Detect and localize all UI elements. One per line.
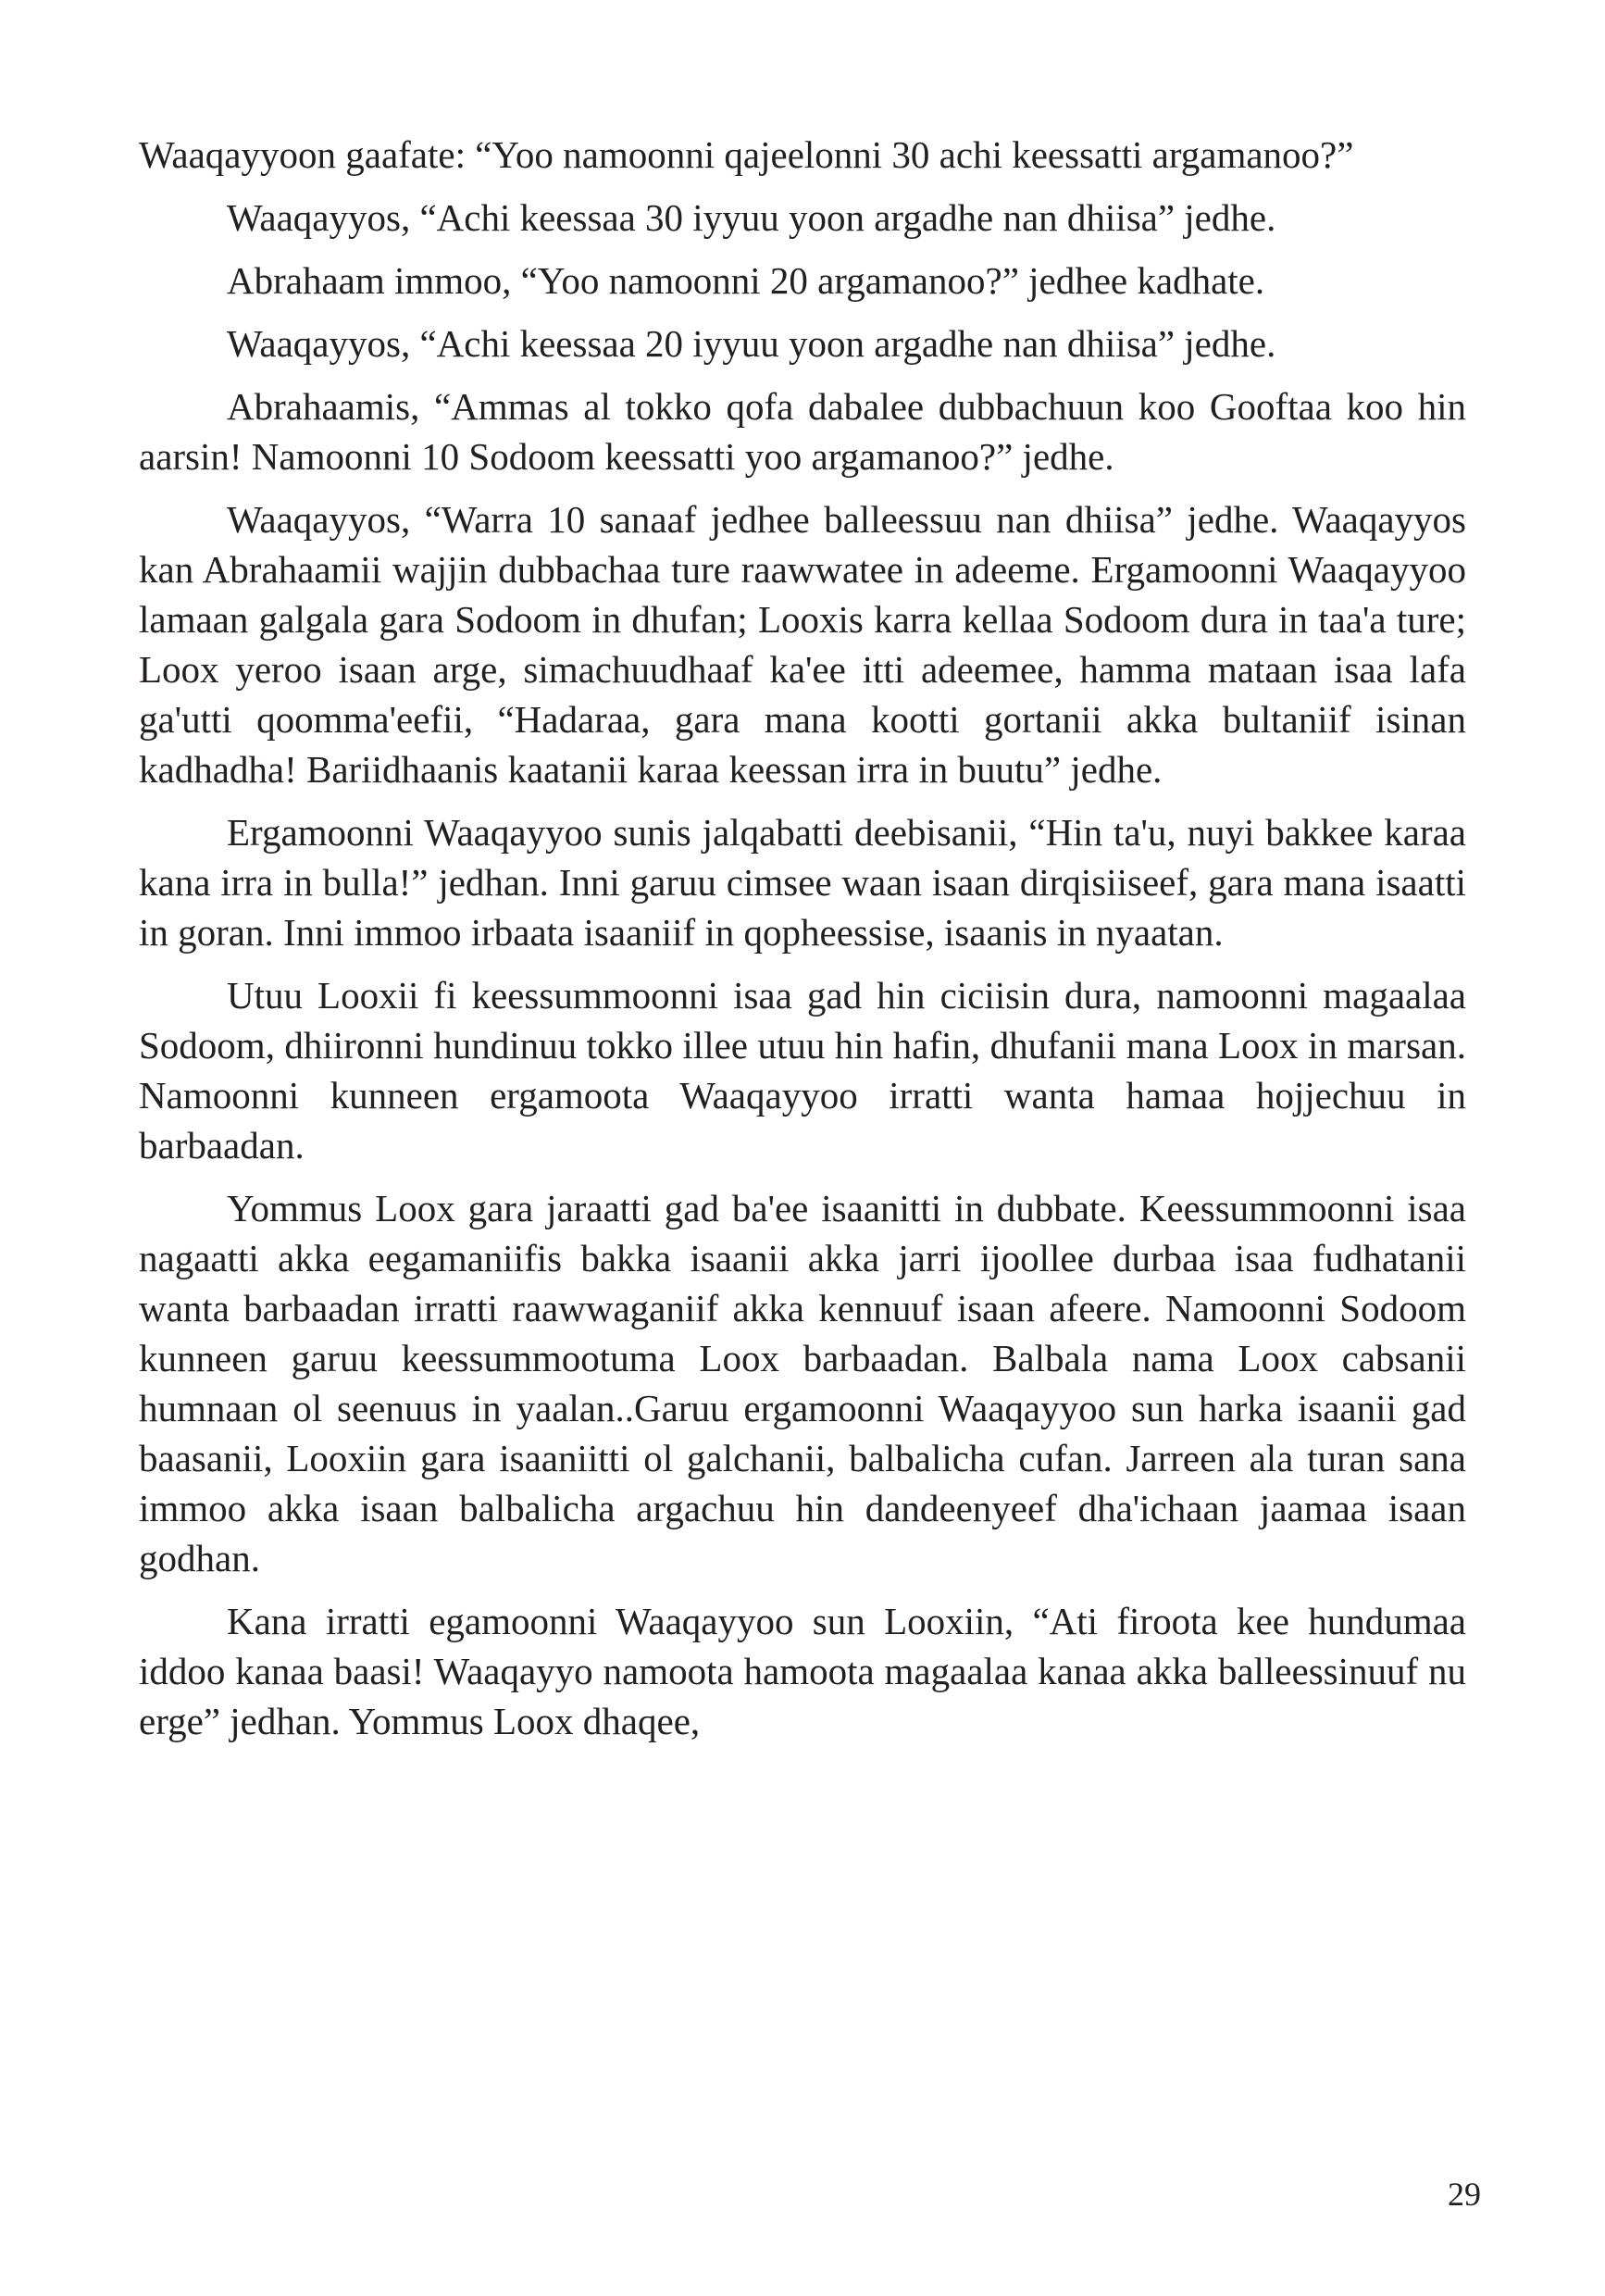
- paragraph-9: Yommus Loox gara jaraatti gad ba'ee isaanitti in dubbate. Keessummoonni isaa nagaatti akka eegamaniifis bakka isaanii akka jarri ijoollee durbaa isaa fudhatanii wanta barbaadan irratti raawwaganiif akka kennuuf isaan afeere. Namoonni Sodoom kunneen garuu keessummootuma Loox barbaadan. Balbala nama Loox cabsanii humnaan ol seenuus in yaalan..Garuu ergamoonni Waaqayyoo sun harka isaanii gad baasanii, Looxiin gara isaaniitti ol galchanii, balbalicha cufan. Jarreen ala turan sana immoo akka isaan balbalicha argachuu hin dandeenyeef dha'ichaan jaamaa isaan godhan.: [139, 1187, 1466, 1579]
- paragraph-3: Abrahaam immoo, “Yoo namoonni 20 argamanoo?” jedhee kadhate.: [227, 259, 1265, 302]
- page-body: [139, 130, 1466, 1759]
- paragraph-10: Kana irratti egamoonni Waaqayyoo sun Looxiin, “Ati firoota kee hundumaa iddoo kanaa baasi! Waaqayyo namoota hamoota magaalaa kanaa akka balleessinuuf nu erge” jedhan. Yommus Loox dhaqee,: [139, 1600, 1466, 1742]
- paragraph-1: Waaqayyoon gaafate: “Yoo namoonni qajeelonni 30 achi keessatti argamanoo?”: [139, 133, 1354, 176]
- paragraph-8: Utuu Looxii fi keessummoonni isaa gad hin ciciisin dura, namoonni magaalaa Sodoom, dhiironni hundinuu tokko illee utuu hin hafin, dhufanii mana Loox in marsan. Namoonni kunneen ergamoota Waaqayyoo irratti wanta hamaa hojjechuu in barbaadan.: [139, 974, 1466, 1167]
- paragraph-2: Waaqayyos, “Achi keessaa 30 iyyuu yoon argadhe nan dhiisa” jedhe.: [227, 196, 1276, 239]
- paragraph-7: Ergamoonni Waaqayyoo sunis jalqabatti deebisanii, “Hin ta'u, nuyi bakkee karaa kana irra in bulla!” jedhan. Inni garuu cimsee waan isaan dirqisiiseef, gara mana isaatti in goran. Inni immoo irbaata isaaniif in qopheessise, isaanis in nyaatan.: [139, 811, 1466, 954]
- page-number: 29: [1448, 2176, 1481, 2213]
- paragraph-4: Waaqayyos, “Achi keessaa 20 iyyuu yoon argadhe nan dhiisa” jedhe.: [227, 322, 1276, 365]
- paragraph-6: Waaqayyos, “Warra 10 sanaaf jedhee balleessuu nan dhiisa” jedhe. Waaqayyos kan Abrahaamii wajjin dubbachaa ture raawwatee in adeeme. Ergamoonni Waaqayyoo lamaan galgala gara Sodoom in dhufan; Looxis karra kellaa Sodoom dura in taa'a ture; Loox yeroo isaan arge, simachuudhaaf ka'ee itti adeemee, hamma mataan isaa lafa ga'utti qoomma'eefii, “Hadaraa, gara mana kootti gortanii akka bultaniif isinan kadhadha! Bariidhaanis kaatanii karaa keessan irra in buutu” jedhe.: [139, 498, 1466, 791]
- paragraph-5: Abrahaamis, “Ammas al tokko qofa dabalee dubbachuun koo Gooftaa koo hin aarsin! Namoonni 10 Sodoom keessatti yoo argamanoo?” jedhe.: [139, 385, 1466, 478]
